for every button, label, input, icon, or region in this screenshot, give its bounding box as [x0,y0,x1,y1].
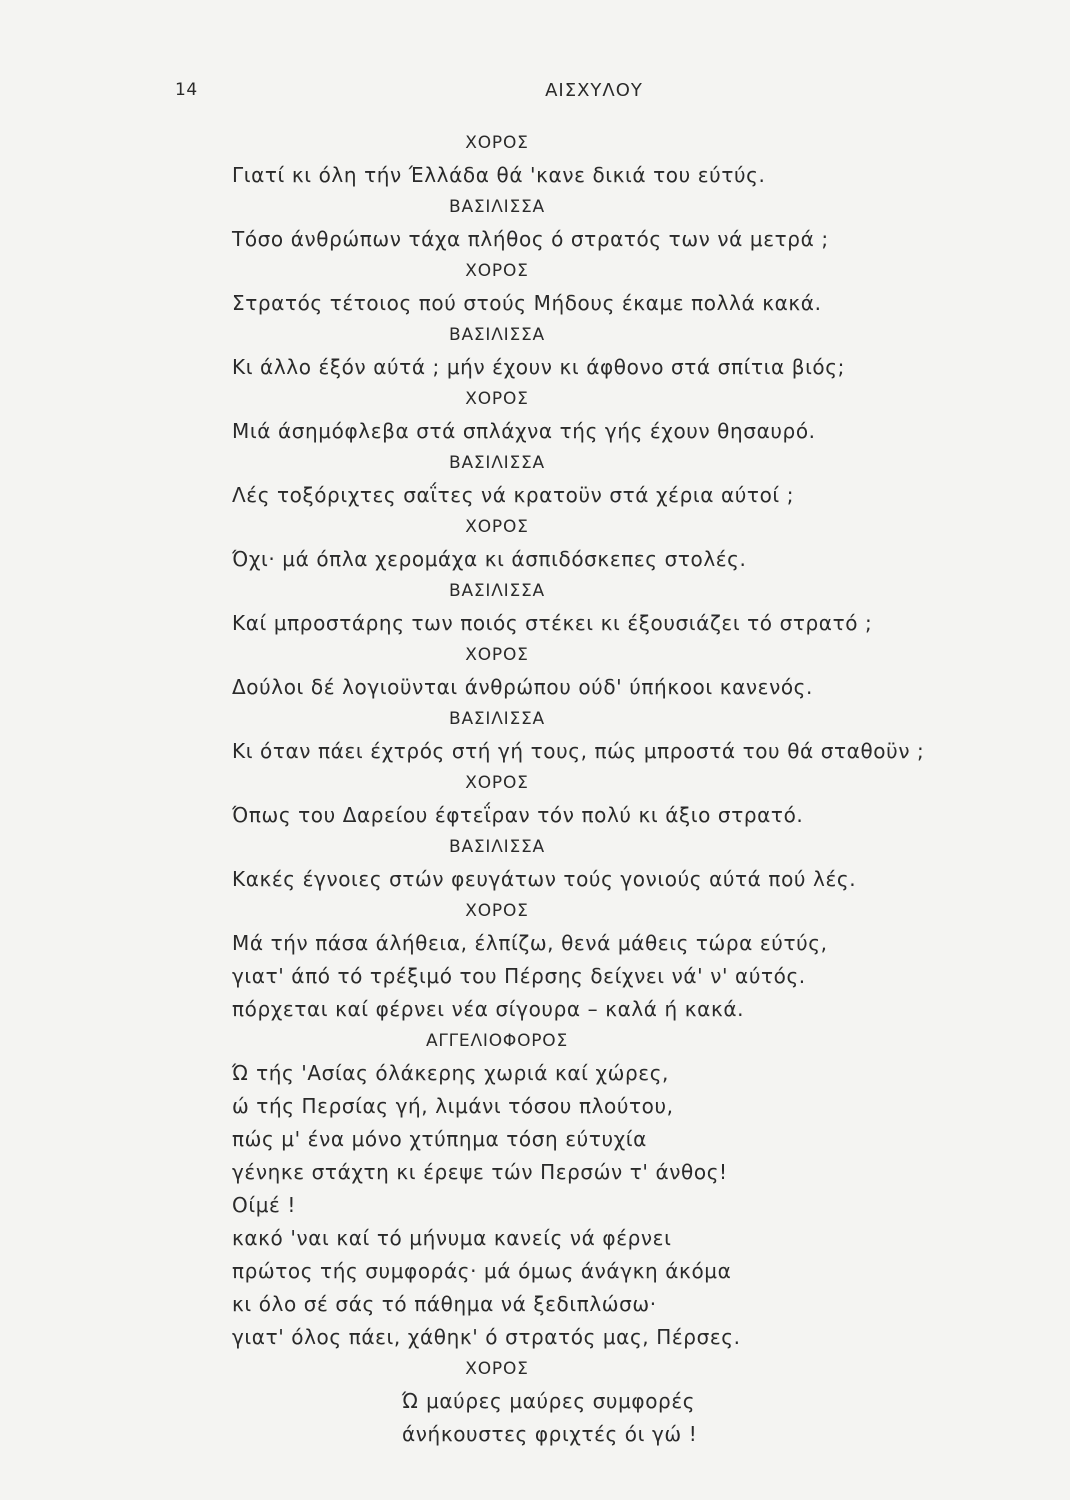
speaker-name: ΑΓΓΕΛΙΟΦΟΡΟΣ [425,1031,569,1051]
verse-line: Λές τοξόριχτες σαΐτες νά κρατοϋν στά χέρια αύτοί ; [232,483,795,507]
verse-line: Τόσο άνθρώπων τάχα πλήθος ό στρατός των νά μετρά ; [232,227,829,251]
speaker-name: ΒΑΣΙΛΙΣΣΑ [448,581,545,601]
speaker-name: ΒΑΣΙΛΙΣΣΑ [448,197,545,217]
verse-line: Κι όταν πάει έχτρός στή γή τους, πώς μπροστά του θά σταθοϋν ; [232,739,925,763]
speaker-name: ΒΑΣΙΛΙΣΣΑ [448,837,545,857]
verse-line: πόρχεται καί φέρνει νέα σίγουρα – καλά ή κακά. [232,997,745,1021]
speaker-name: ΒΑΣΙΛΙΣΣΑ [448,325,545,345]
verse-line: κακό 'ναι καί τό μήνυμα κανείς νά φέρνει [232,1226,672,1250]
verse-line: άνήκουστες φριχτές όι γώ ! [402,1422,698,1446]
speaker-name: ΧΟΡΟΣ [465,1359,529,1379]
speaker-name: ΒΑΣΙΛΙΣΣΑ [448,709,545,729]
speaker-name: ΧΟΡΟΣ [465,389,529,409]
speaker-name: ΧΟΡΟΣ [465,517,529,537]
speaker-name: ΒΑΣΙΛΙΣΣΑ [448,453,545,473]
speaker-name: ΧΟΡΟΣ [465,261,529,281]
verse-line: Όχι· μά όπλα χερομάχα κι άσπιδόσκεπες στολές. [232,547,747,571]
play-text [232,128,972,1451]
verse-line: Καί μπροστάρης των ποιός στέκει κι έξουσιάζει τό στρατό ; [232,611,873,635]
verse-line: ώ τής Περσίας γή, λιμάνι τόσου πλούτου, [232,1094,674,1118]
verse-line: Ώ μαύρες μαύρες συμφορές [402,1389,696,1413]
speaker-name: ΧΟΡΟΣ [465,901,529,921]
verse-line: Γιατί κι όλη τήν Έλλάδα θά 'κανε δικιά του εύτύς. [232,163,766,187]
verse-line: Δούλοι δέ λογιοϋνται άνθρώπου ούδ' ύπήκοοι κανενός. [232,675,813,699]
verse-line: Κι άλλο έξόν αύτά ; μήν έχουν κι άφθονο στά σπίτια βιός; [232,355,845,379]
verse-line: Μιά άσημόφλεβα στά σπλάχνα τής γής έχουν θησαυρό. [232,419,816,443]
running-title: ΑΙΣΧΥΛΟΥ [545,80,643,101]
verse-line: Στρατός τέτοιος πού στούς Μήδους έκαμε πολλά κακά. [232,291,822,315]
verse-line: πρώτος τής συμφοράς· μά όμως άνάγκη άκόμα [232,1259,732,1283]
verse-line: Κακές έγνοιες στών φευγάτων τούς γονιούς αύτά πού λές. [232,867,857,891]
verse-line: κι όλο σέ σάς τό πάθημα νά ξεδιπλώσω· [232,1292,657,1316]
verse-line: γένηκε στάχτη κι έρεψε τών Περσών τ' άνθος! [232,1160,728,1184]
chorus-lament [232,1385,972,1451]
verse-line: γιατ' άπό τό τρέξιμό του Πέρσης δείχνει νά' ν' αύτός. [232,964,806,988]
speaker-name: ΧΟΡΟΣ [465,645,529,665]
speaker-name: ΧΟΡΟΣ [465,133,529,153]
verse-line: Μά τήν πάσα άλήθεια, έλπίζω, θενά μάθεις τώρα εύτύς, [232,931,828,955]
page-number: 14 [175,80,198,100]
verse-line: Οίμέ ! [232,1193,297,1217]
speaker-name: ΧΟΡΟΣ [465,773,529,793]
verse-line: Ώ τής 'Ασίας όλάκερης χωριά καί χώρες, [232,1061,670,1085]
verse-line: Όπως του Δαρείου έφτεΐραν τόν πολύ κι άξιο στρατό. [232,803,804,827]
verse-line: γιατ' όλος πάει, χάθηκ' ό στρατός μας, Πέρσες. [232,1325,741,1349]
verse-line: πώς μ' ένα μόνο χτύπημα τόση εύτυχία [232,1127,647,1151]
